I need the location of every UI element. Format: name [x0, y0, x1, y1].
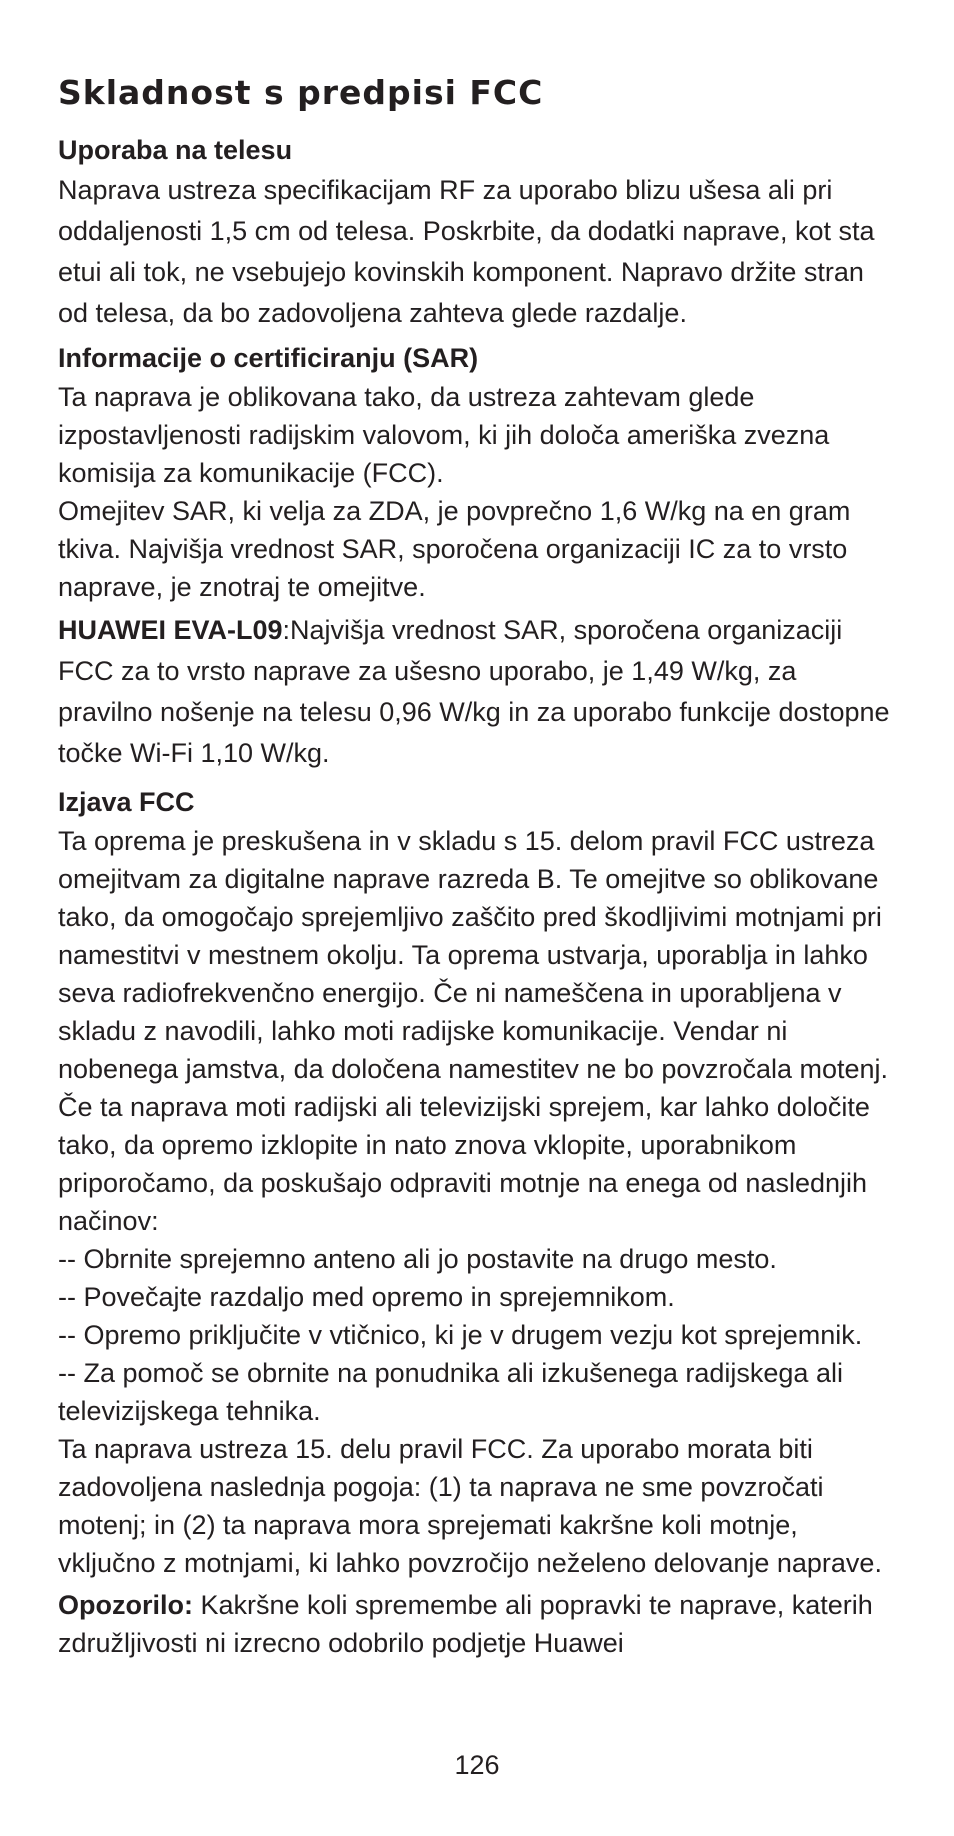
- model-sar-text: :Najvišja vrednost SAR, sporočena organizaciji FCC za to vrsto naprave za ušesno uporabo, je 1,49 W/kg, za pravilno nošenje na telesu 0,96 W/kg in za uporabo funkcije dostopne točke Wi-Fi 1,10 W/kg.: [58, 615, 890, 768]
- body-use-paragraph: Naprava ustreza specifikacijam RF za uporabo blizu ušesa ali pri oddaljenosti 1,5 cm od telesa. Poskrbite, da dodatki naprave, kot sta etui ali tok, ne vsebujejo kovinskih komponent. Napravo držite stran od telesa, da bo zadovoljena zahteva glede razdalje.: [58, 175, 875, 328]
- fcc-statement-paragraph-1: Ta oprema je preskušena in v skladu s 15. delom pravil FCC ustreza omejitvam za digitalne naprave razreda B. Te omejitve so oblikovane tako, da omogočajo sprejemljivo zaščito pred škodljivimi motnjami pri namestitvi v mestnem okolju. Ta oprema ustvarja, uporablja in lahko seva radiofrekvenčno energijo. Če ni nameščena in uporabljena v skladu z navodili, lahko moti radijske komunikacije. Vendar ni nobenega jamstva, da določena namestitev ne bo povzročala motenj. Če ta naprava moti radijski ali televizijski sprejem, kar lahko določite tako, da opremo izklopite in nato znova vklopite, uporabnikom priporočamo, da poskušajo odpraviti motnje na enega od naslednjih načinov:: [58, 826, 889, 1236]
- body-use-heading: Uporaba na telesu: [58, 135, 293, 165]
- page-number: 126: [454, 1750, 500, 1780]
- sar-section: [58, 338, 898, 774]
- page-title: Skladnost s predpisi FCC: [58, 73, 544, 112]
- remedy-list: [58, 1240, 898, 1430]
- document-page: [58, 70, 898, 1662]
- warning-text: Kakršne koli spremembe ali popravki te naprave, katerih združljivosti ni izrecno odobrilo podjetje Huawei: [58, 1590, 873, 1658]
- fcc-statement-heading: Izjava FCC: [58, 787, 195, 817]
- sar-heading: Informacije o certificiranju (SAR): [58, 343, 479, 373]
- list-item: -- Povečajte razdaljo med opremo in sprejemnikom.: [58, 1282, 675, 1312]
- fcc-statement-section: [58, 782, 898, 1662]
- list-item: -- Obrnite sprejemno anteno ali jo postavite na drugo mesto.: [58, 1244, 777, 1274]
- list-item: -- Za pomoč se obrnite na ponudnika ali izkušenega radijskega ali televizijskega tehnika.: [58, 1358, 843, 1426]
- fcc-statement-paragraph-2: Ta naprava ustreza 15. delu pravil FCC. Za uporabo morata biti zadovoljena naslednja pogoja: (1) ta naprava ne sme povzročati motenj; in (2) ta naprava mora sprejemati kakršne koli motnje, vključno z motnjami, ki lahko povzročijo neželeno delovanje naprave.: [58, 1434, 882, 1578]
- sar-paragraph-1: Ta naprava je oblikovana tako, da ustreza zahtevam glede izpostavljenosti radijskim valovom, ki jih določa ameriška zvezna komisija za komunikacije (FCC).: [58, 382, 830, 488]
- warning-label: Opozorilo:: [58, 1590, 193, 1620]
- list-item: -- Opremo priključite v vtičnico, ki je v drugem vezju kot sprejemnik.: [58, 1320, 863, 1350]
- sar-model-paragraph: [58, 610, 898, 774]
- warning-paragraph: [58, 1586, 898, 1662]
- model-name: HUAWEI EVA-L09: [58, 615, 283, 645]
- body-use-section: [58, 130, 898, 334]
- sar-paragraph-2: Omejitev SAR, ki velja za ZDA, je povprečno 1,6 W/kg na en gram tkiva. Najvišja vrednost SAR, sporočena organizaciji IC za to vrsto naprave, je znotraj te omejitve.: [58, 496, 851, 602]
